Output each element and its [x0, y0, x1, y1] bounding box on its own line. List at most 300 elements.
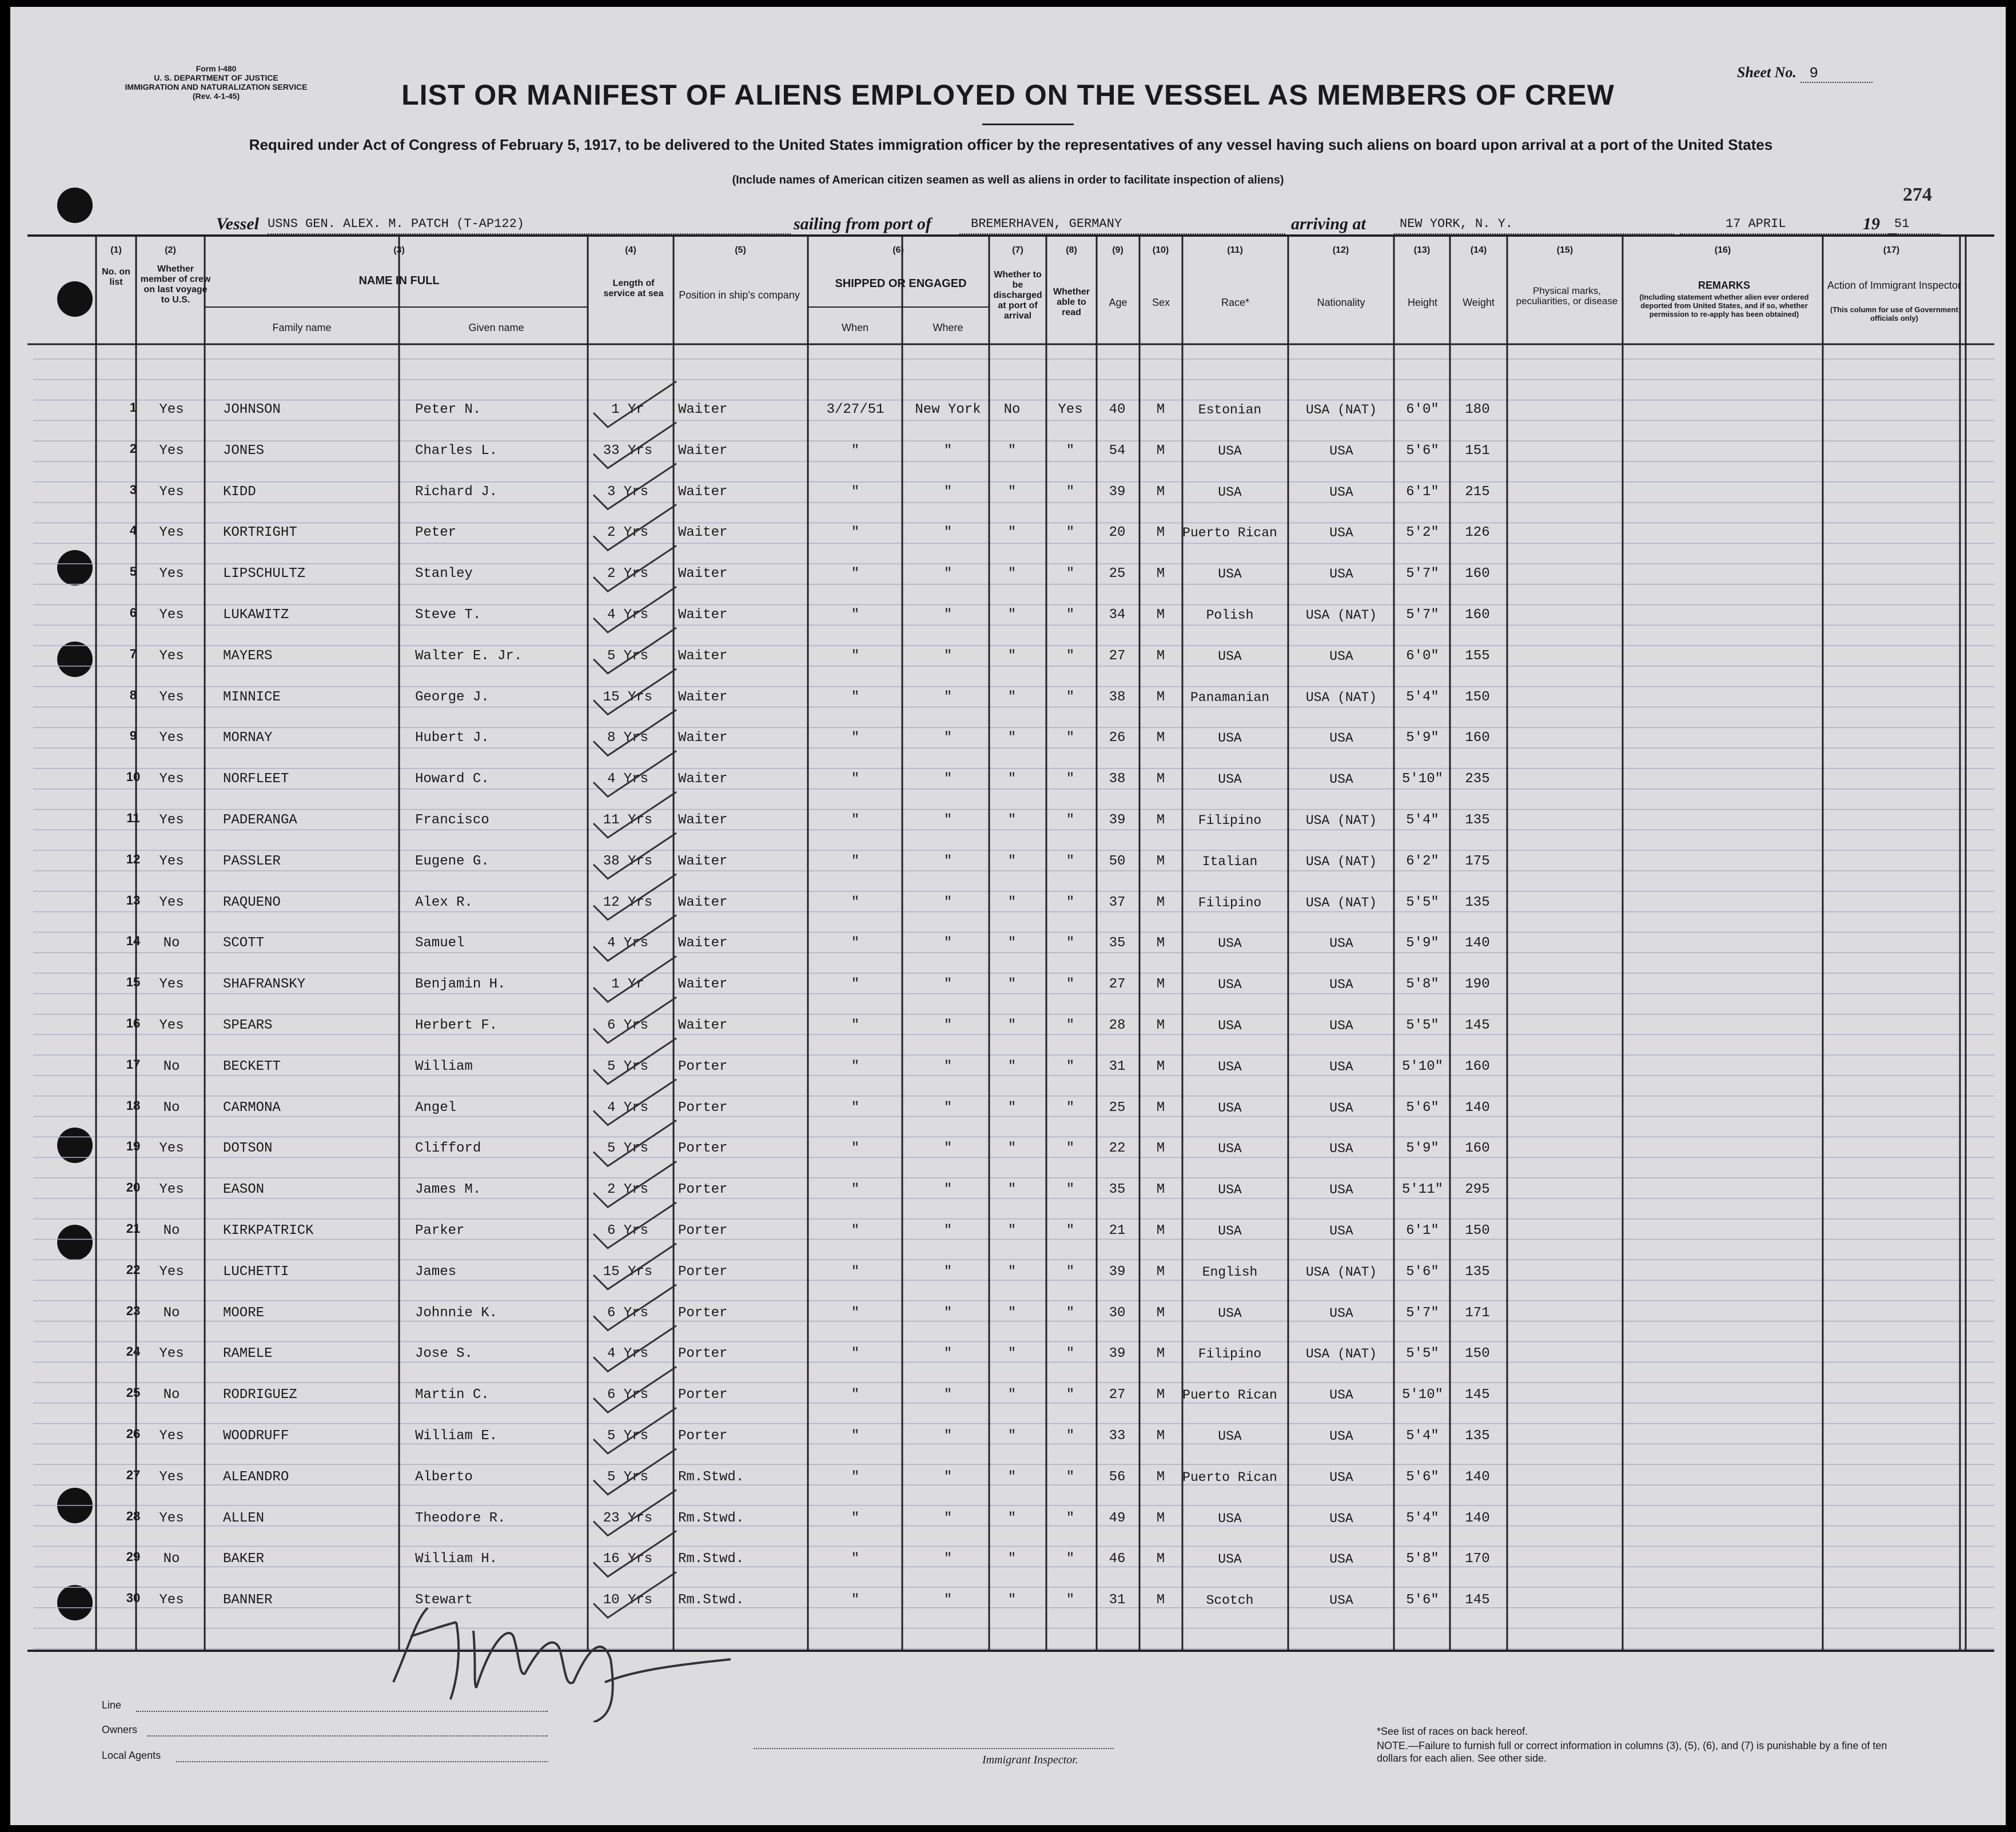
- race: USA: [1218, 1511, 1242, 1526]
- row-number: 15: [126, 975, 141, 990]
- footer-agents-label: Local Agents: [102, 1750, 161, 1761]
- row-number: 19: [126, 1139, 141, 1154]
- shipped-where: New York: [915, 402, 981, 417]
- weight: 190: [1465, 977, 1490, 993]
- given-name: Steve T.: [415, 607, 481, 623]
- length-of-service: 15 Yrs: [603, 689, 653, 705]
- given-name: James M.: [415, 1182, 481, 1198]
- row-number: 11: [126, 811, 140, 825]
- height: 5'7": [1406, 566, 1439, 582]
- check-mark: [593, 1449, 676, 1495]
- shipped-when: ": [851, 1346, 860, 1362]
- able-to-read: ": [1066, 1018, 1075, 1033]
- length-of-service: 1 Yr: [611, 402, 644, 417]
- check-mark: [593, 545, 676, 591]
- service: IMMIGRATION AND NATURALIZATION SERVICE: [125, 82, 308, 91]
- last-voyage: Yes: [159, 1428, 184, 1444]
- column-number: (15): [1556, 245, 1573, 255]
- discharged: ": [1007, 1551, 1017, 1567]
- arrival-port: NEW YORK, N. Y.: [1394, 213, 1674, 234]
- height: 5'6": [1406, 1264, 1439, 1280]
- header-remarks: REMARKS: [1698, 280, 1750, 291]
- shipped-when: ": [851, 443, 860, 459]
- shipped-where: ": [943, 1305, 953, 1321]
- weight: 140: [1465, 935, 1490, 951]
- family-name: WOODRUFF: [223, 1428, 289, 1444]
- nationality: USA (NAT): [1305, 403, 1377, 417]
- discharged: ": [1007, 1264, 1017, 1280]
- length-of-service: 23 Yrs: [603, 1510, 653, 1526]
- discharged: ": [1007, 484, 1017, 500]
- discharged: ": [1007, 730, 1017, 746]
- able-to-read: ": [1066, 689, 1075, 705]
- nationality: USA: [1329, 443, 1353, 459]
- height: 5'9": [1406, 935, 1439, 951]
- sex: M: [1156, 484, 1165, 500]
- family-name: CARMONA: [223, 1100, 281, 1116]
- shipped-where: ": [943, 894, 953, 910]
- nationality: USA: [1329, 1429, 1353, 1444]
- height: 5'4": [1406, 689, 1439, 705]
- sex: M: [1156, 1387, 1165, 1403]
- nationality: USA: [1329, 1018, 1353, 1033]
- race: Puerto Rican: [1182, 1388, 1277, 1403]
- position: Porter: [678, 1387, 728, 1403]
- row-number: 27: [126, 1467, 141, 1482]
- position: Porter: [678, 1305, 728, 1321]
- height: 5'5": [1406, 894, 1439, 910]
- header-shipped: SHIPPED OR ENGAGED: [835, 277, 967, 290]
- age: 38: [1109, 771, 1126, 787]
- column-number: (7): [1012, 245, 1023, 255]
- last-voyage: Yes: [159, 1592, 184, 1608]
- sex: M: [1156, 1592, 1165, 1608]
- discharged: ": [1007, 1058, 1017, 1074]
- sex: M: [1156, 894, 1165, 910]
- sex: M: [1156, 977, 1165, 993]
- able-to-read: ": [1066, 894, 1075, 910]
- able-to-read: ": [1066, 1223, 1075, 1238]
- race: USA: [1218, 1141, 1242, 1157]
- shipped-where: ": [943, 1058, 953, 1074]
- nationality: USA: [1329, 1100, 1353, 1116]
- shipped-when: ": [851, 525, 860, 541]
- position: Waiter: [678, 484, 728, 500]
- able-to-read: ": [1066, 771, 1075, 787]
- given-name: Parker: [415, 1223, 465, 1238]
- header-height: Height: [1407, 297, 1438, 308]
- discharged: ": [1007, 813, 1017, 828]
- shipped-when: ": [851, 689, 860, 705]
- header-sex: Sex: [1152, 297, 1170, 308]
- nationality: USA: [1329, 1511, 1353, 1526]
- length-of-service: 5 Yrs: [607, 1469, 648, 1485]
- nationality: USA: [1329, 648, 1353, 664]
- sex: M: [1156, 1182, 1165, 1198]
- family-name: LIPSCHULTZ: [223, 566, 306, 582]
- given-name: Herbert F.: [415, 1018, 498, 1033]
- family-name: MORNAY: [223, 730, 273, 746]
- shipped-where: ": [943, 853, 953, 869]
- weight: 140: [1465, 1510, 1490, 1526]
- race: Scotch: [1206, 1593, 1254, 1608]
- last-voyage: No: [163, 1551, 180, 1567]
- family-name: MINNICE: [223, 689, 281, 705]
- shipped-where: ": [943, 1141, 953, 1157]
- height: 5'10": [1401, 1387, 1443, 1403]
- race: USA: [1218, 443, 1242, 459]
- age: 46: [1109, 1551, 1126, 1567]
- shipped-when: ": [851, 1100, 860, 1116]
- position: Rm.Stwd.: [678, 1551, 744, 1567]
- age: 54: [1109, 443, 1126, 459]
- check-mark: [593, 1120, 676, 1166]
- last-voyage: No: [163, 1058, 180, 1074]
- age: 25: [1109, 566, 1126, 582]
- inspector-signature-field[interactable]: [754, 1748, 1114, 1749]
- family-name: KORTRIGHT: [223, 525, 297, 541]
- family-name: PASSLER: [223, 853, 281, 869]
- sex: M: [1156, 1510, 1165, 1526]
- height: 5'8": [1406, 1551, 1439, 1567]
- able-to-read: ": [1066, 853, 1075, 869]
- inspector-label: Immigrant Inspector.: [982, 1754, 1078, 1766]
- given-name: Charles L.: [415, 443, 498, 459]
- race: Panamanian: [1190, 690, 1270, 705]
- column-number: (4): [625, 245, 636, 255]
- height: 6'0": [1406, 402, 1439, 417]
- length-of-service: 4 Yrs: [607, 771, 648, 787]
- last-voyage: Yes: [159, 443, 184, 459]
- signature: [376, 1551, 776, 1722]
- race: USA: [1218, 567, 1242, 582]
- row-number: 23: [126, 1303, 141, 1318]
- row-number: 4: [129, 523, 137, 538]
- height: 5'7": [1406, 1305, 1439, 1321]
- nationality: USA (NAT): [1305, 813, 1377, 828]
- height: 5'10": [1401, 1058, 1443, 1074]
- weight: 235: [1465, 771, 1490, 787]
- position: Waiter: [678, 1018, 728, 1033]
- shipped-where: ": [943, 484, 953, 500]
- header-name-in-full: NAME IN FULL: [358, 274, 440, 287]
- able-to-read: ": [1066, 813, 1075, 828]
- able-to-read: ": [1066, 1387, 1075, 1403]
- column-number: (1): [110, 245, 122, 255]
- header-given-name: Given name: [468, 322, 524, 333]
- position: Porter: [678, 1428, 728, 1444]
- family-name: ALEANDRO: [223, 1469, 289, 1485]
- weight: 160: [1465, 1058, 1490, 1074]
- able-to-read: ": [1066, 648, 1075, 664]
- discharged: ": [1007, 977, 1017, 993]
- race: Italian: [1202, 854, 1258, 869]
- nationality: USA (NAT): [1305, 608, 1377, 623]
- row-number: 28: [126, 1508, 141, 1523]
- sex: M: [1156, 689, 1165, 705]
- check-mark: [593, 1367, 676, 1412]
- weight: 215: [1465, 484, 1490, 500]
- able-to-read: ": [1066, 1469, 1075, 1485]
- position: Waiter: [678, 894, 728, 910]
- sex: M: [1156, 1264, 1165, 1280]
- length-of-service: 8 Yrs: [607, 730, 648, 746]
- length-of-service: 2 Yrs: [607, 1182, 648, 1198]
- form-number: Form I-480: [196, 64, 237, 73]
- given-name: Martin C.: [415, 1387, 489, 1403]
- last-voyage: No: [163, 1387, 180, 1403]
- length-of-service: 16 Yrs: [603, 1551, 653, 1567]
- position: Waiter: [678, 853, 728, 869]
- page-number: 274: [1903, 184, 1932, 205]
- race: Filipino: [1198, 813, 1262, 828]
- shipped-where: ": [943, 935, 953, 951]
- check-mark: [593, 1325, 676, 1371]
- shipped-where: ": [943, 1592, 953, 1608]
- nationality: USA (NAT): [1305, 1347, 1377, 1362]
- check-mark: [593, 381, 676, 427]
- discharged: ": [1007, 566, 1017, 582]
- nationality: USA: [1329, 525, 1353, 541]
- shipped-where: ": [943, 1510, 953, 1526]
- manifest-sheet: [10, 7, 2006, 1825]
- header-able-read: Whether able to read: [1053, 287, 1090, 317]
- position: Porter: [678, 1058, 728, 1074]
- shipped-where: ": [943, 1264, 953, 1280]
- able-to-read: ": [1066, 1592, 1075, 1608]
- able-to-read: ": [1066, 1305, 1075, 1321]
- age: 27: [1109, 648, 1126, 664]
- race: USA: [1218, 1305, 1242, 1321]
- header-weight: Weight: [1463, 297, 1495, 308]
- shipped-when: ": [851, 1018, 860, 1033]
- length-of-service: 5 Yrs: [607, 648, 648, 664]
- weight: 175: [1465, 853, 1490, 869]
- shipped-when: ": [851, 813, 860, 828]
- sex: M: [1156, 771, 1165, 787]
- given-name: Howard C.: [415, 771, 489, 787]
- given-name: William E.: [415, 1428, 498, 1444]
- weight: 170: [1465, 1551, 1490, 1567]
- row-number: 13: [126, 893, 141, 907]
- column-number: (8): [1066, 245, 1077, 255]
- able-to-read: ": [1066, 1510, 1075, 1526]
- last-voyage: Yes: [159, 977, 184, 993]
- sex: M: [1156, 853, 1165, 869]
- given-name: Jose S.: [415, 1346, 473, 1362]
- discharged: ": [1007, 648, 1017, 664]
- departure-port: BREMERHAVEN, GERMANY: [959, 213, 1285, 234]
- row-number: 24: [126, 1344, 141, 1359]
- race: USA: [1218, 1429, 1242, 1444]
- age: 20: [1109, 525, 1126, 541]
- shipped-where: ": [943, 1387, 953, 1403]
- age: 28: [1109, 1018, 1126, 1033]
- given-name: William: [415, 1058, 473, 1074]
- weight: 295: [1465, 1182, 1490, 1198]
- length-of-service: 4 Yrs: [607, 1346, 648, 1362]
- able-to-read: ": [1066, 1100, 1075, 1116]
- family-name: RODRIGUEZ: [223, 1387, 297, 1403]
- sex: M: [1156, 1428, 1165, 1444]
- able-to-read: ": [1066, 1551, 1075, 1567]
- vessel-name: USNS GEN. ALEX. M. PATCH (T-AP122): [268, 213, 791, 234]
- given-name: James: [415, 1264, 457, 1280]
- given-name: Alex R.: [415, 894, 473, 910]
- sex: M: [1156, 1058, 1165, 1074]
- height: 5'6": [1406, 443, 1439, 459]
- check-mark: [593, 751, 676, 796]
- races-note: *See list of races on back hereof.: [1377, 1726, 1528, 1737]
- race: USA: [1218, 772, 1242, 787]
- family-name: SHAFRANSKY: [223, 977, 306, 993]
- family-name: EASON: [223, 1182, 265, 1198]
- check-mark: [593, 874, 676, 920]
- last-voyage: No: [163, 1100, 180, 1116]
- sailing-label: sailing from port of: [794, 214, 931, 233]
- nationality: USA: [1329, 1388, 1353, 1403]
- position: Rm.Stwd.: [678, 1469, 744, 1485]
- able-to-read: ": [1066, 1428, 1075, 1444]
- shipped-where: ": [943, 1182, 953, 1198]
- family-name: DOTSON: [223, 1141, 273, 1157]
- check-mark: [593, 669, 676, 715]
- last-voyage: Yes: [159, 607, 184, 623]
- family-name: JONES: [223, 443, 265, 459]
- given-name: Angel: [415, 1100, 457, 1116]
- row-number: 25: [126, 1385, 141, 1400]
- able-to-read: ": [1066, 607, 1075, 623]
- shipped-when: ": [851, 1182, 860, 1198]
- weight: 160: [1465, 566, 1490, 582]
- header-length-service: Length of service at sea: [603, 278, 664, 298]
- able-to-read: ": [1066, 1346, 1075, 1362]
- nationality: USA (NAT): [1305, 854, 1377, 869]
- shipped-where: ": [943, 1100, 953, 1116]
- height: 6'1": [1406, 484, 1439, 500]
- age: 21: [1109, 1223, 1126, 1238]
- shipped-when: ": [851, 977, 860, 993]
- discharged: ": [1007, 1592, 1017, 1608]
- family-name: KIDD: [223, 484, 256, 500]
- discharged: ": [1007, 771, 1017, 787]
- shipped-when: ": [851, 1264, 860, 1280]
- race: USA: [1218, 1182, 1242, 1198]
- able-to-read: ": [1066, 935, 1075, 951]
- header-age: Age: [1109, 297, 1127, 308]
- shipped-when: ": [851, 935, 860, 951]
- weight: 145: [1465, 1387, 1490, 1403]
- length-of-service: 4 Yrs: [607, 1100, 648, 1116]
- footer-owners-label: Owners: [102, 1724, 138, 1735]
- last-voyage: Yes: [159, 730, 184, 746]
- given-name: Peter: [415, 525, 457, 541]
- footer-line-field[interactable]: [136, 1711, 548, 1712]
- header-action-note: (This column for use of Government officials only): [1830, 305, 1958, 322]
- shipped-where: ": [943, 1469, 953, 1485]
- age: 26: [1109, 730, 1126, 746]
- discharged: ": [1007, 1305, 1017, 1321]
- height: 5'4": [1406, 1510, 1439, 1526]
- row-number: 1: [129, 400, 137, 415]
- sex: M: [1156, 1018, 1165, 1033]
- check-mark: [593, 997, 676, 1043]
- able-to-read: ": [1066, 484, 1075, 500]
- race: USA: [1218, 1552, 1242, 1567]
- length-of-service: 15 Yrs: [603, 1264, 653, 1280]
- arrival-year: 51: [1888, 213, 1940, 234]
- check-mark: [593, 504, 676, 550]
- check-mark: [593, 1161, 676, 1207]
- position: Waiter: [678, 689, 728, 705]
- discharged: ": [1007, 1510, 1017, 1526]
- last-voyage: Yes: [159, 484, 184, 500]
- weight: 140: [1465, 1469, 1490, 1485]
- shipped-where: ": [943, 525, 953, 541]
- header-nationality: Nationality: [1317, 297, 1365, 308]
- length-of-service: 5 Yrs: [607, 1428, 648, 1444]
- discharged: ": [1007, 689, 1017, 705]
- height: 6'2": [1406, 853, 1439, 869]
- footer-owners-field[interactable]: [148, 1735, 548, 1737]
- shipped-when: ": [851, 730, 860, 746]
- race: USA: [1218, 484, 1242, 500]
- given-name: Stanley: [415, 566, 473, 582]
- nationality: USA (NAT): [1305, 1264, 1377, 1280]
- family-name: KIRKPATRICK: [223, 1223, 314, 1238]
- race: Filipino: [1198, 1347, 1262, 1362]
- check-mark: [593, 1202, 676, 1248]
- position: Porter: [678, 1141, 728, 1157]
- age: 25: [1109, 1100, 1126, 1116]
- footer-agents-field[interactable]: [176, 1761, 548, 1762]
- weight: 160: [1465, 730, 1490, 746]
- length-of-service: 5 Yrs: [607, 1141, 648, 1157]
- length-of-service: 10 Yrs: [603, 1592, 653, 1608]
- length-of-service: 6 Yrs: [607, 1223, 648, 1238]
- weight: 135: [1465, 1428, 1490, 1444]
- length-of-service: 3 Yrs: [607, 484, 648, 500]
- position: Waiter: [678, 935, 728, 951]
- race: USA: [1218, 977, 1242, 993]
- family-name: BAKER: [223, 1551, 265, 1567]
- column-number: (6): [893, 245, 904, 255]
- height: 5'11": [1401, 1182, 1443, 1198]
- year-prefix: 19: [1863, 214, 1880, 233]
- last-voyage: Yes: [159, 1141, 184, 1157]
- height: 5'10": [1401, 771, 1443, 787]
- department: U. S. DEPARTMENT OF JUSTICE: [154, 73, 278, 82]
- last-voyage: Yes: [159, 648, 184, 664]
- height: 5'6": [1406, 1100, 1439, 1116]
- able-to-read: ": [1066, 443, 1075, 459]
- weight: 135: [1465, 894, 1490, 910]
- position: Porter: [678, 1223, 728, 1238]
- length-of-service: 6 Yrs: [607, 1018, 648, 1033]
- family-name: SCOTT: [223, 935, 265, 951]
- race: USA: [1218, 1018, 1242, 1033]
- family-name: MOORE: [223, 1305, 265, 1321]
- header-remarks-note: (Including statement whether alien ever ordered deported from United States, and if so, whether permission to re-apply has been obtained): [1639, 293, 1809, 318]
- given-name: William H.: [415, 1551, 498, 1567]
- length-of-service: 1 Yr: [611, 977, 644, 993]
- sex: M: [1156, 1100, 1165, 1116]
- discharged: ": [1007, 1469, 1017, 1485]
- family-name: SPEARS: [223, 1018, 273, 1033]
- family-name: BANNER: [223, 1592, 273, 1608]
- given-name: Theodore R.: [415, 1510, 506, 1526]
- weight: 126: [1465, 525, 1490, 541]
